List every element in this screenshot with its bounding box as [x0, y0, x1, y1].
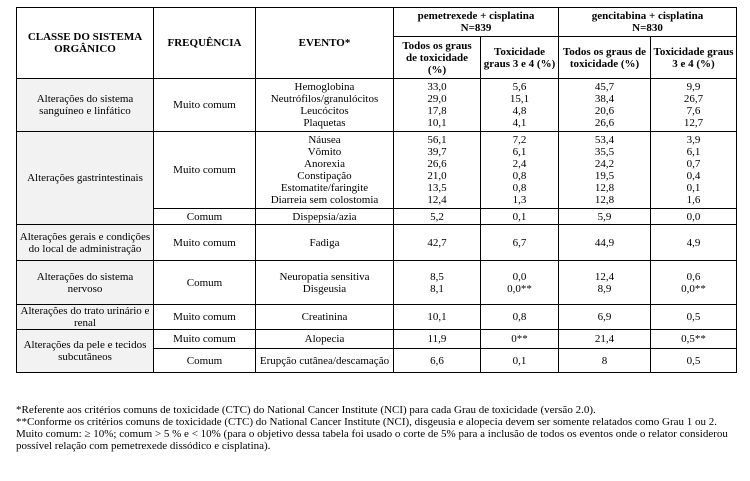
value-cell-v3	[559, 79, 651, 132]
organ-class-cell: Alterações do sistema sanguíneo e linfático	[17, 79, 154, 132]
value: 8,9	[597, 282, 612, 295]
value: 0,5	[686, 311, 701, 323]
value: 0,5**	[681, 333, 706, 345]
value-cell-v4	[651, 132, 737, 209]
value: 1,3	[512, 194, 527, 206]
value: 33,0	[427, 81, 447, 93]
event-cell	[256, 79, 394, 132]
value-cell-v1	[394, 349, 481, 373]
value: 5,2	[430, 210, 444, 223]
value: 6,7	[512, 236, 527, 249]
event-name: Neutrófilos/granulócitos	[270, 93, 379, 105]
group-name: gencitabina + cisplatina	[591, 10, 704, 22]
value: 38,4	[594, 93, 615, 105]
value-cell-v4	[651, 209, 737, 225]
value: 12,8	[594, 194, 615, 206]
event-name: Constipação	[297, 170, 352, 182]
subheader-grade-3-4-gem: Toxicidade graus 3 e 4 (%)	[651, 37, 737, 79]
value: 12,4	[427, 194, 447, 206]
event-name: Erupção cutânea/descamação	[259, 354, 390, 367]
value: 26,6	[594, 117, 615, 129]
value: 8,1	[430, 282, 444, 295]
event-name: Hemoglobina	[294, 81, 355, 93]
table-row	[17, 305, 737, 330]
value: 0,7	[686, 158, 701, 170]
value: 24,2	[594, 158, 615, 170]
event-name: Dispepsia/azia	[292, 210, 357, 223]
event-name: Anorexia	[304, 158, 345, 170]
value: 2,4	[512, 158, 527, 170]
value: 21,4	[594, 333, 615, 345]
value: 8	[601, 354, 608, 367]
value: 6,9	[597, 311, 612, 323]
value-cell-v4	[651, 349, 737, 373]
value-cell-v1	[394, 79, 481, 132]
event-cell	[256, 330, 394, 349]
value-cell-v3	[559, 349, 651, 373]
value: 11,9	[427, 333, 447, 345]
value-cell-v2	[481, 79, 559, 132]
value: 3,9	[686, 134, 701, 146]
value: 35,5	[594, 146, 615, 158]
value: 5,6	[512, 81, 527, 93]
value-cell-v1	[394, 330, 481, 349]
value: 20,6	[594, 105, 615, 117]
event-name: Disgeusia	[302, 282, 347, 295]
frequency-cell: Comum	[154, 349, 256, 373]
event-cell	[256, 225, 394, 261]
value: 12,8	[594, 182, 615, 194]
value: 4,9	[686, 236, 701, 249]
value: 21,0	[427, 170, 447, 182]
header-group-pemetrexede	[394, 8, 559, 37]
table-row	[17, 225, 737, 261]
value: 10,1	[427, 117, 447, 129]
value-cell-v1	[394, 209, 481, 225]
group-name: pemetrexede + cisplatina	[417, 10, 535, 22]
value-cell-v2	[481, 330, 559, 349]
footnotes	[16, 404, 738, 452]
value: 0**	[511, 333, 528, 345]
value: 6,1	[512, 146, 527, 158]
header-classe: CLASSE DO SISTEMA ORGÂNICO	[17, 8, 154, 79]
event-name: Neuropatia sensitiva	[279, 270, 370, 283]
footnote: Muito comum: ≥ 10%; comum > 5 % e < 10% (para o objetivo dessa tabela foi usado o corte de 5% para a inclusão de todos os eventos onde o relator considerou possível relação com pemetrexede dissódico e cisplatina).	[16, 428, 728, 452]
value-cell-v2	[481, 305, 559, 330]
value: 7,2	[512, 134, 527, 146]
value: 12,7	[683, 117, 704, 129]
value: 4,8	[512, 105, 527, 117]
table-row	[17, 132, 737, 209]
value: 8,5	[430, 270, 444, 283]
value: 0,8	[512, 170, 527, 182]
value-cell-v4	[651, 79, 737, 132]
table-row	[17, 330, 737, 349]
value: 17,8	[427, 105, 447, 117]
footnote: **Conforme os critérios comuns de toxicidade (CTC) do National Cancer Institute (NCI), disgeusia e alopecia devem ser somente relatados como Grau 1 ou 2.	[16, 416, 718, 428]
organ-class-cell: Alterações gerais e condições do local de administração	[17, 225, 154, 261]
group-n: N=830	[632, 22, 663, 34]
value-cell-v2	[481, 132, 559, 209]
frequency-cell: Comum	[154, 261, 256, 305]
header-frequencia: FREQUÊNCIA	[154, 8, 256, 79]
value-cell-v3	[559, 225, 651, 261]
value: 0,1	[512, 354, 527, 367]
value: 6,1	[686, 146, 701, 158]
value: 7,6	[686, 105, 701, 117]
value-cell-v4	[651, 225, 737, 261]
value: 9,9	[686, 81, 701, 93]
event-name: Fadiga	[309, 236, 340, 249]
value: 0,0	[686, 210, 701, 223]
organ-class-cell: Alterações do trato urinário e renal	[17, 305, 154, 330]
value-cell-v2	[481, 349, 559, 373]
value-cell-v1	[394, 261, 481, 305]
value-cell-v3	[559, 209, 651, 225]
value: 39,7	[427, 146, 447, 158]
event-name: Estomatite/faringite	[280, 182, 369, 194]
value: 0,5	[686, 354, 701, 367]
event-cell	[256, 261, 394, 305]
frequency-cell: Muito comum	[154, 225, 256, 261]
value-cell-v3	[559, 132, 651, 209]
event-cell	[256, 132, 394, 209]
value: 0,1	[686, 182, 701, 194]
event-cell	[256, 209, 394, 225]
value: 12,4	[594, 270, 615, 283]
value: 19,5	[594, 170, 615, 182]
header-evento: EVENTO*	[256, 8, 394, 79]
frequency-cell: Muito comum	[154, 330, 256, 349]
organ-class-cell: Alterações do sistema nervoso	[17, 261, 154, 305]
value-cell-v4	[651, 330, 737, 349]
event-cell	[256, 305, 394, 330]
value: 29,0	[427, 93, 447, 105]
organ-class-cell: Alterações da pele e tecidos subcutâneos	[17, 330, 154, 373]
group-n: N=839	[460, 22, 492, 34]
footnote: *Referente aos critérios comuns de toxicidade (CTC) do National Cancer Institute (NCI) para cada Grau de toxicidade (versão 2.0).	[16, 404, 596, 416]
value: 6,6	[430, 354, 444, 367]
event-name: Diarreia sem colostomia	[270, 194, 379, 206]
frequency-cell: Comum	[154, 209, 256, 225]
value: 44,9	[594, 236, 615, 249]
subheader-all-grades-gem: Todos os graus de toxicidade (%)	[559, 37, 651, 79]
value: 0,8	[512, 182, 527, 194]
frequency-cell: Muito comum	[154, 305, 256, 330]
value: 26,6	[427, 158, 447, 170]
value: 4,1	[512, 117, 527, 129]
table-row	[17, 261, 737, 305]
value-cell-v2	[481, 209, 559, 225]
value: 0,0**	[681, 282, 706, 295]
event-name: Plaquetas	[303, 117, 346, 129]
value-cell-v2	[481, 225, 559, 261]
value-cell-v1	[394, 305, 481, 330]
event-name: Vômito	[307, 146, 342, 158]
subheader-grade-3-4-pem: Toxicidade graus 3 e 4 (%)	[481, 37, 559, 79]
value: 26,7	[683, 93, 704, 105]
event-name: Leucócitos	[300, 105, 349, 117]
frequency-cell: Muito comum	[154, 132, 256, 209]
value-cell-v1	[394, 132, 481, 209]
event-cell	[256, 349, 394, 373]
value: 0,8	[512, 311, 527, 323]
value-cell-v1	[394, 225, 481, 261]
value: 42,7	[427, 236, 447, 249]
value: 0,1	[512, 210, 527, 223]
value: 53,4	[594, 134, 615, 146]
value: 1,6	[686, 194, 701, 206]
value: 13,5	[427, 182, 447, 194]
event-name: Alopecia	[304, 333, 345, 345]
value: 0,0**	[507, 282, 532, 295]
value-cell-v4	[651, 305, 737, 330]
value: 0,6	[686, 270, 701, 283]
value: 15,1	[509, 93, 530, 105]
value: 5,9	[597, 210, 612, 223]
frequency-cell: Muito comum	[154, 79, 256, 132]
value: 56,1	[427, 134, 447, 146]
adverse-events-table	[16, 7, 737, 373]
event-name: Náusea	[308, 134, 341, 146]
value-cell-v3	[559, 305, 651, 330]
value-cell-v2	[481, 261, 559, 305]
value-cell-v3	[559, 330, 651, 349]
subheader-all-grades-pem: Todos os graus de toxicidade (%)	[394, 37, 481, 79]
organ-class-cell: Alterações gastrintestinais	[17, 132, 154, 225]
value: 0,4	[686, 170, 701, 182]
value: 0,0	[512, 270, 527, 283]
value: 10,1	[427, 311, 447, 323]
header-group-gencitabina	[559, 8, 737, 37]
table-row	[17, 79, 737, 132]
value-cell-v3	[559, 261, 651, 305]
value: 45,7	[594, 81, 615, 93]
event-name: Creatinina	[301, 311, 348, 323]
value-cell-v4	[651, 261, 737, 305]
